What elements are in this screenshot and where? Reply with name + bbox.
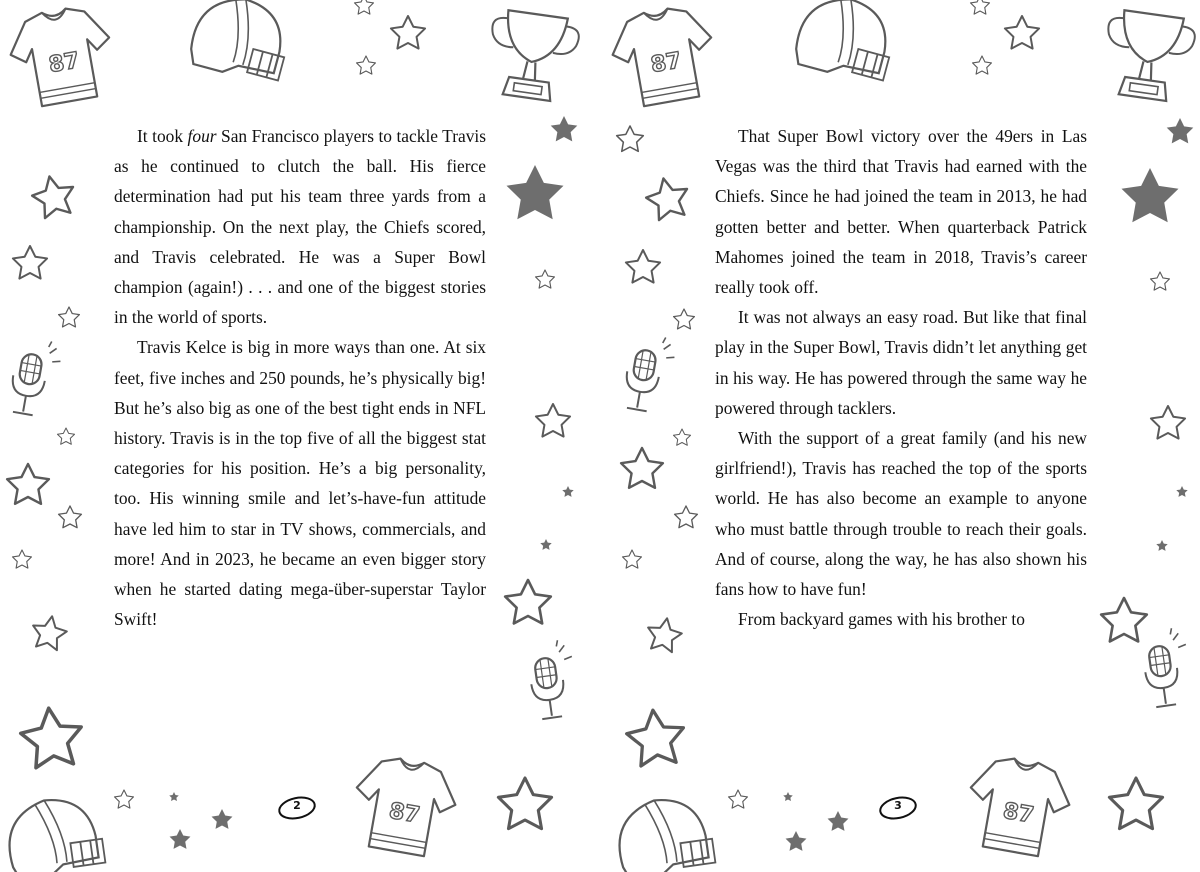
trophy-icon — [483, 8, 581, 103]
star-icon — [1156, 540, 1167, 551]
star-icon — [621, 448, 663, 488]
jersey-icon — [4, 2, 118, 110]
paragraph: Travis Kelce is big in more ways than one. At six feet, five inches and 250 pounds, he’s physically big! But he’s also big as one of the best tight ends in NFL history. Travis is in the top five of all the biggest stat categories for his position. He’s a big personality, too. His winning smile and let’s-have-fun attitude have led him to star in TV shows, commercials, and more! And in 2023, he became an even bigger story when he started dating mega-über-superstar Taylor Swift! — [114, 337, 486, 630]
star-icon — [536, 404, 570, 437]
microphone-icon — [1140, 627, 1194, 708]
star-icon — [625, 707, 687, 767]
star-icon — [7, 464, 49, 504]
star-icon — [391, 16, 425, 49]
star-icon — [729, 790, 748, 808]
star-icon — [1167, 118, 1194, 143]
star-icon — [626, 250, 660, 283]
star-icon — [507, 165, 564, 219]
star-icon — [13, 246, 47, 279]
star-icon — [30, 613, 69, 651]
star-icon — [1176, 486, 1187, 497]
microphone-icon — [526, 639, 580, 720]
star-icon — [29, 172, 78, 220]
paragraph: It was not always an easy road. But like that final play in the Super Bowl, Travis didn’t let anything get in his way. He has powered through the same way he powered through tacklers. — [715, 307, 1087, 418]
paragraph: With the support of a great family (and his new girlfriend!), Travis has reached the top of the sports world. He has also become an example to anyone who must battle through trouble to reach their goals. And of course, along the way, he has also shown his fans how to have fun! — [715, 428, 1087, 600]
star-icon — [1101, 598, 1147, 641]
jersey-icon — [347, 752, 461, 860]
star-icon — [828, 811, 849, 831]
jersey-icon — [961, 752, 1075, 860]
star-icon — [59, 506, 82, 528]
star-icon — [1122, 168, 1179, 222]
star-icon — [675, 506, 698, 528]
trophy-icon — [1099, 8, 1197, 103]
star-icon — [674, 309, 695, 329]
svg-text:87: 87 — [648, 48, 684, 79]
microphone-icon — [7, 336, 64, 418]
star-icon — [170, 829, 191, 849]
star-icon — [505, 580, 551, 623]
star-icon — [562, 486, 573, 497]
star-icon — [673, 429, 690, 445]
star-icon — [617, 126, 644, 151]
star-icon — [551, 116, 578, 141]
star-icon — [1151, 406, 1185, 439]
star-icon — [115, 790, 134, 808]
star-icon — [18, 705, 85, 769]
helmet-icon — [3, 793, 106, 872]
svg-text:87: 87 — [1001, 798, 1036, 829]
star-icon — [786, 831, 807, 851]
star-icon — [643, 174, 692, 222]
helmet-icon — [613, 793, 716, 872]
paragraph: That Super Bowl victory over the 49ers in Las Vegas was the third that Travis had earned with the Chiefs. Since he had joined the team in 2013, he had gotten better and better. When quarterback Patrick Mahomes joined the team in 2018, Travis’s career really took off. — [715, 126, 1087, 298]
star-icon — [623, 550, 642, 568]
svg-text:87: 87 — [387, 798, 422, 829]
star-icon — [645, 615, 684, 653]
helmet-icon — [186, 0, 296, 86]
page-number: 3 — [894, 799, 902, 812]
star-icon — [59, 307, 80, 327]
right-page — [600, 0, 1200, 872]
star-icon — [536, 270, 555, 288]
star-icon — [1109, 778, 1162, 829]
paragraph: From backyard games with his brother to — [738, 609, 1025, 630]
star-icon — [498, 778, 551, 829]
svg-text:87: 87 — [46, 48, 82, 79]
star-icon — [357, 56, 376, 74]
left-page-body-text — [114, 121, 486, 634]
star-icon — [540, 539, 551, 550]
microphone-icon — [621, 332, 678, 414]
star-icon — [169, 792, 179, 801]
star-icon — [57, 428, 74, 444]
helmet-icon — [791, 0, 901, 86]
star-icon — [355, 0, 374, 14]
star-icon — [1005, 16, 1039, 49]
star-icon — [13, 550, 32, 568]
right-page-body-text — [715, 121, 1087, 634]
star-icon — [783, 792, 793, 801]
star-icon — [1151, 272, 1170, 290]
jersey-icon — [606, 2, 720, 110]
star-icon — [973, 56, 992, 74]
star-icon — [971, 0, 990, 14]
page-number: 2 — [293, 799, 301, 812]
star-icon — [212, 809, 233, 829]
paragraph: It took four San Francisco players to tackle Travis as he continued to clutch the ball. His fierce determination had put his team three yards from a championship. On the next play, the Chiefs scored, and Travis celebrated. He was a Super Bowl champion (again!) . . . and one of the biggest stories in the world of sports. — [114, 126, 486, 328]
